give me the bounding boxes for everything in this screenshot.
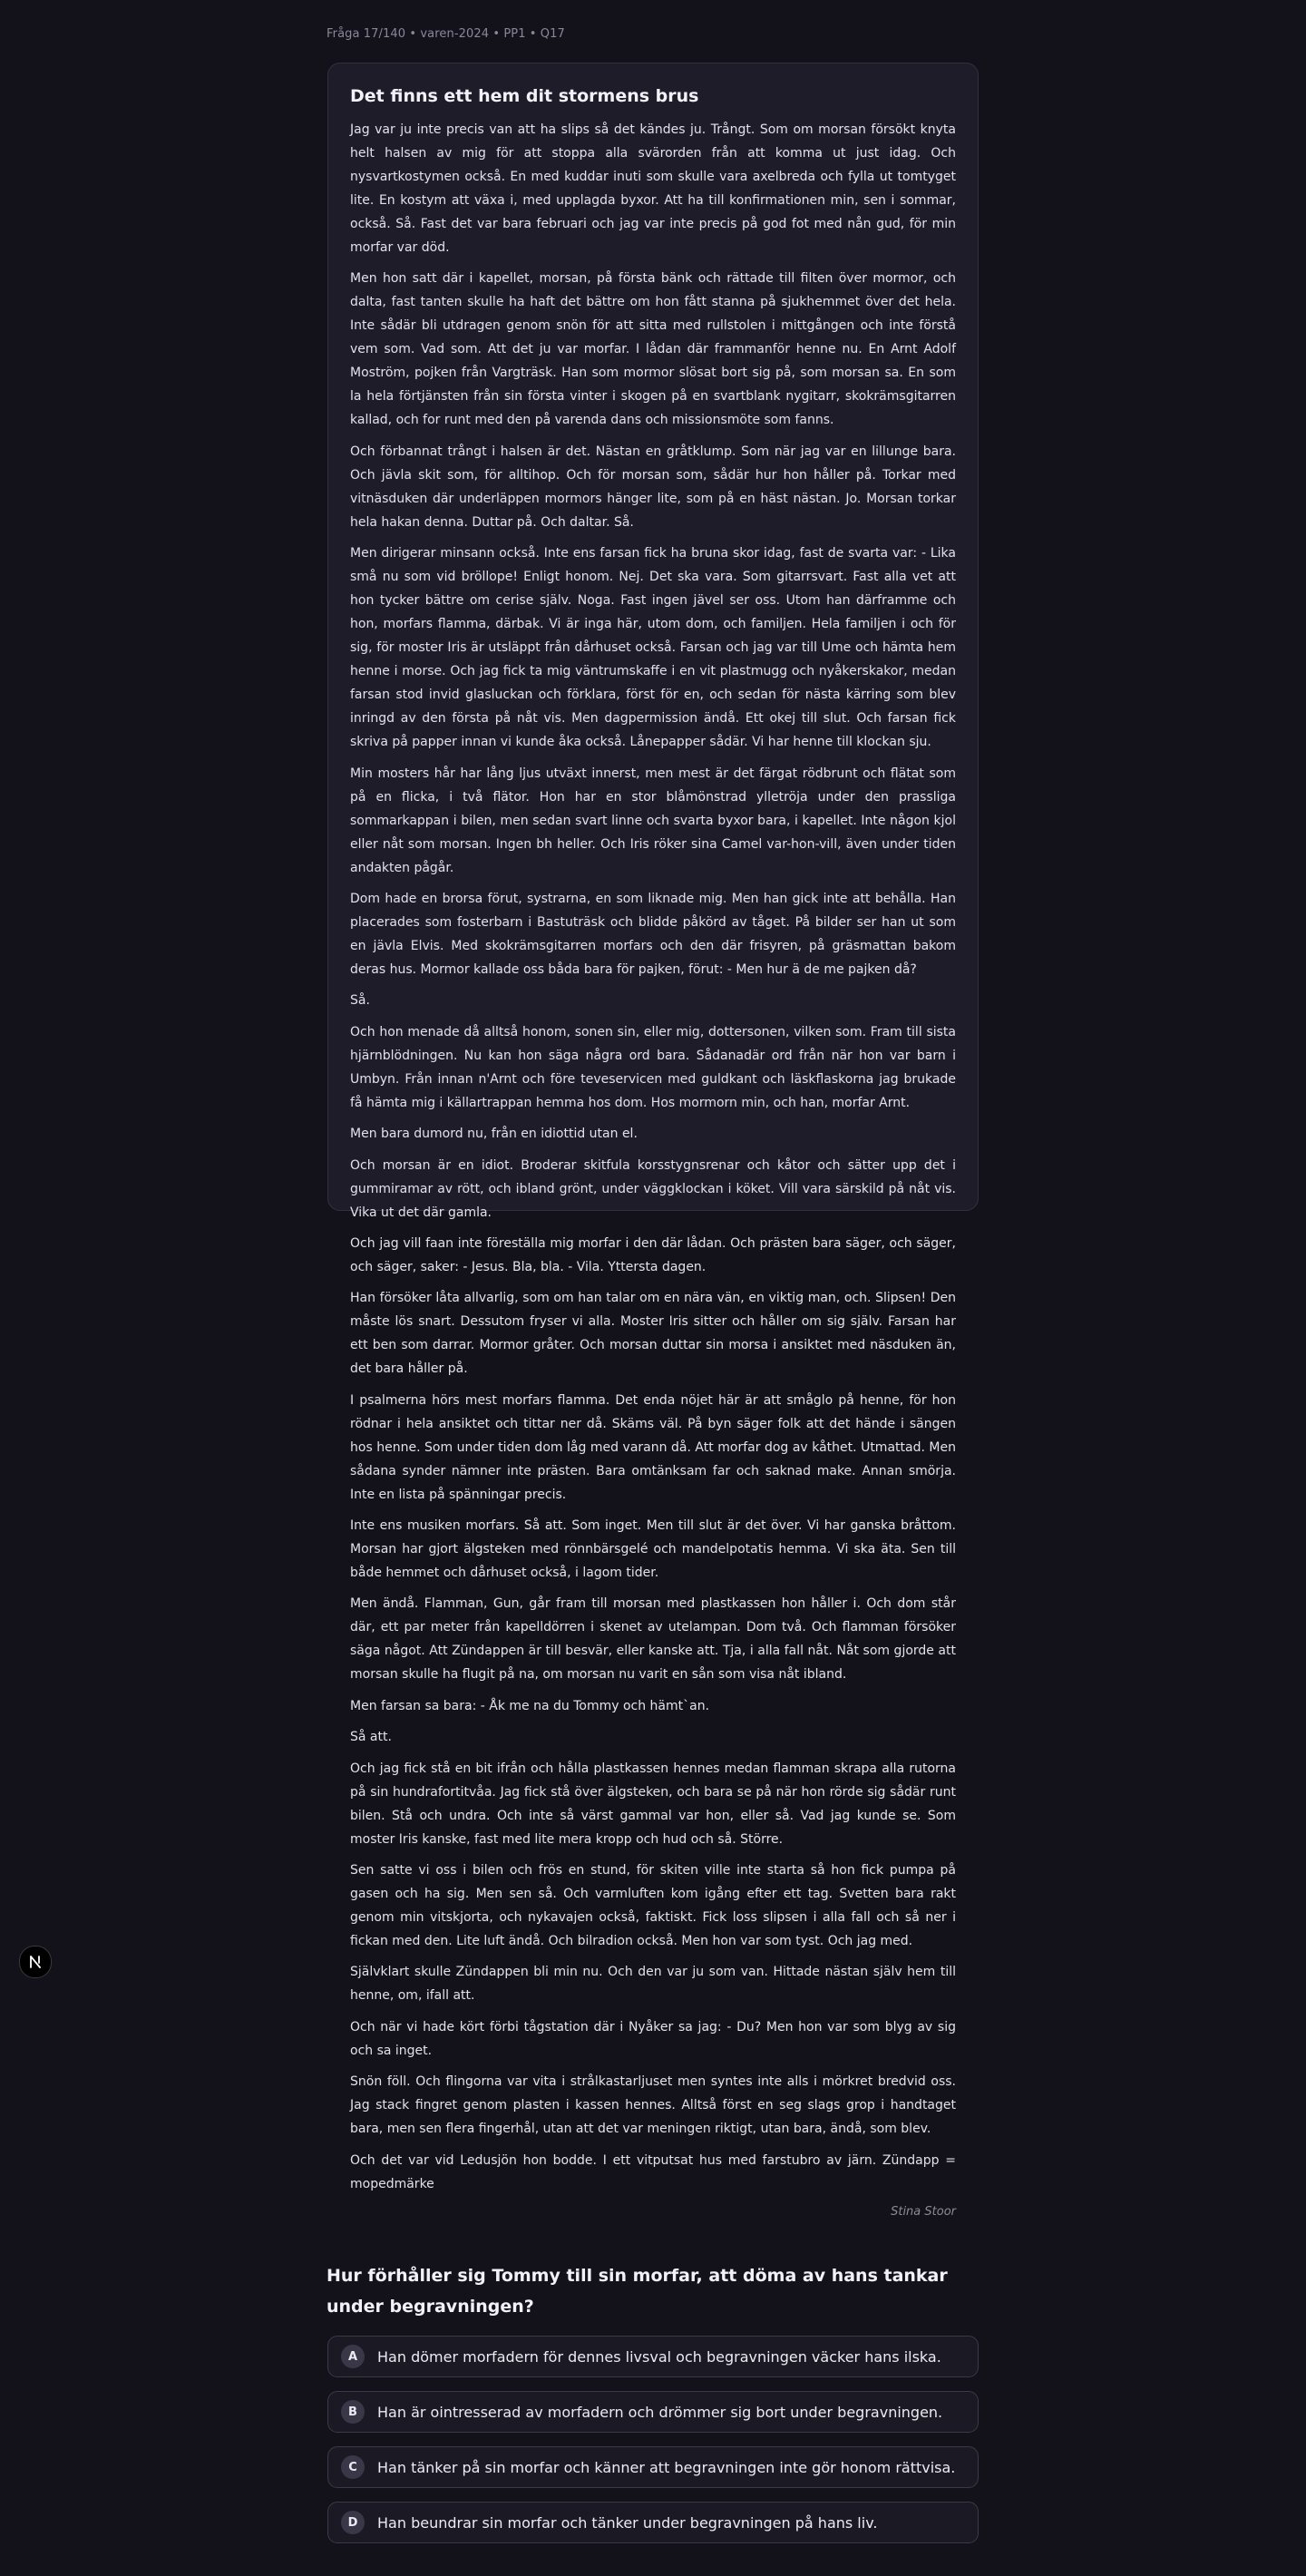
passage-title: Det finns ett hem dit stormens brus xyxy=(350,86,699,106)
passage-paragraph: Snön föll. Och flingorna var vita i strålkastarljuset men syntes inte alls i mörkret bredvid oss. Jag stack fingret genom plasten i kassen hennes. Alltså först en seg slags grop i handtaget bara, men sen flera fingerhål, utan att det var meningen riktigt, utan bara, ändå, som blev. xyxy=(350,2074,956,2137)
passage-paragraph: Och jag vill faan inte föreställa mig morfar i den där lådan. Och prästen bara säger, och säger, och säger, saker: - Jesus. Bla, bla. - Vila. Yttersta dagen. xyxy=(350,1235,956,1274)
answer-option-b[interactable] xyxy=(327,2391,979,2433)
passage-paragraph: Och förbannat trångt i halsen är det. Nästan en gråtklump. Som när jag var en lillunge bara. Och jävla skit som, för alltihop. Och för morsan som, sådär hur hon håller på. Torkar med vitnäsduken där underläppen mormors hänger lite, som på en häst nästan. Jo. Morsan torkar hela hakan denna. Duttar på. Och daltar. Så. xyxy=(350,444,956,530)
option-text: Han tänker på sin morfar och känner att begravningen inte gör honom rättvisa. xyxy=(377,2458,956,2476)
passage-paragraph: Men hon satt där i kapellet, morsan, på första bänk och rättade till filten över mormor, och dalta, fast tanten skulle ha haft det bättre om hon fått stanna på sjukhemmet över det hela. Inte sådär bli utdragen genom snön för att sitta med rullstolen i mittgången och inte förstå vem som. Vad som. Att det ju var morfar. I lådan där frammanför henne nu. En Arnt Adolf Moström, pojken från Vargträsk. Han som mormor slösat bort sig på, som morsan sa. En som la hela förtjänsten från sin första vinter i skogen på en svartblank nygitarr, skokrämsgitarren kallad, och for runt med den på varenda dans och missionsmöte som fanns. xyxy=(350,271,956,428)
passage-body xyxy=(350,118,956,2196)
passage-paragraph: Och det var vid Ledusjön hon bodde. I ett vitputsat hus med farstubro av järn. Zündapp = mopedmärke xyxy=(350,2152,956,2191)
answer-options xyxy=(327,2336,979,2557)
nextjs-logo-glyph xyxy=(26,1953,44,1971)
passage-paragraph: Jag var ju inte precis van att ha slips så det kändes ju. Trångt. Som om morsan försökt knyta helt halsen av mig för att stoppa alla svärorden från att komma ut just idag. Och nysvartkostymen också. En med kuddar inuti som skulle vara axelbreda och fylla ut tomtyget lite. En kostym att växa i, med upplagda byxor. Att ha till konfirmationen min, sen i sommar, också. Så. Fast det var bara februari och jag var inte precis på god fot med nån gud, för min morfar var död. xyxy=(350,122,956,255)
passage-paragraph: Sen satte vi oss i bilen och frös en stund, för skiten ville inte starta så hon fick pumpa på gasen och ha sig. Men sen så. Och varmluften kom igång efter ett tag. Svetten bara rakt genom min vitskjorta, och nykavajen också, faktiskt. Fick loss slipsen i alla fall och så ner i fickan med den. Lite luft ändå. Och bilradion också. Men hon var som tyst. Och jag med. xyxy=(350,1863,956,1949)
option-letter: B xyxy=(341,2400,365,2424)
passage-paragraph: Men farsan sa bara: - Åk me na du Tommy och hämt`an. xyxy=(350,1698,710,1713)
nextjs-logo-icon[interactable] xyxy=(19,1946,52,1978)
answer-option-d[interactable] xyxy=(327,2502,979,2543)
passage-paragraph: I psalmerna hörs mest morfars flamma. Det enda nöjet här är att småglo på henne, för hon rödnar i hela ansiktet och tittar ner då. Skäms väl. På byn säger folk att det hände i sängen hos henne. Som under tiden dom låg med varann då. Att morfar dog av kåthet. Utmattad. Men sådana synder nämner inte prästen. Bara omtänksam far och saknad make. Annan smörja. Inte en lista på spänningar precis. xyxy=(350,1392,956,1502)
breadcrumb: Fråga 17/140 • varen-2024 • PP1 • Q17 xyxy=(326,27,565,41)
passage-paragraph: Så att. xyxy=(350,1730,392,1745)
option-letter: D xyxy=(341,2511,365,2534)
option-text: Han beundrar sin morfar och tänker under begravningen på hans liv. xyxy=(377,2513,878,2532)
option-letter: C xyxy=(341,2455,365,2479)
passage-paragraph: Dom hade en brorsa förut, systrarna, en som liknade mig. Men han gick inte att behålla. Han placerades som fosterbarn i Bastuträsk och blidde påkörd av tåget. På bilder ser han ut som en jävla Elvis. Med skokrämsgitarren morfars och den där frisyren, på gräsmattan bakom deras hus. Mormor kallade oss båda bara för pajken, förut: - Men hur ä de me pajken då? xyxy=(350,891,956,977)
passage-paragraph: Och när vi hade kört förbi tågstation där i Nyåker sa jag: - Du? Men hon var som blyg av sig och sa inget. xyxy=(350,2019,956,2058)
question-text: Hur förhåller sig Tommy till sin morfar, att döma av hans tankar under begravningen? xyxy=(326,2266,948,2317)
passage-paragraph: Men bara dumord nu, från en idiottid utan el. xyxy=(350,1127,638,1142)
answer-option-a[interactable] xyxy=(327,2336,979,2377)
passage-paragraph: Men ändå. Flamman, Gun, går fram till morsan med plastkassen hon håller i. Och dom står där, ett par meter från kapelldörren i skenet av utelampan. Dom två. Och flamman försöker säga något. Att Zündappen är till besvär, eller kanske att. Tja, i alla fall nåt. Nåt som gjorde att morsan skulle ha flugit på na, om morsan nu varit en sån som visa nåt ibland. xyxy=(350,1596,956,1683)
passage-paragraph: Och morsan är en idiot. Broderar skitfula korsstygnsrenar och kåtor och sätter upp det i gummiramar av rött, och ibland grönt, under väggklockan i köket. Vill vara särskild på nåt vis. Vika ut det där gamla. xyxy=(350,1157,956,1220)
answer-option-c[interactable] xyxy=(327,2446,979,2488)
passage-paragraph: Men dirigerar minsann också. Inte ens farsan fick ha bruna skor idag, fast de svarta var: - Lika små nu som vid bröllope! Enligt honom. Nej. Det ska vara. Som gitarrsvart. Fast alla vet att hon tycker bättre om cerise själv. Noga. Fast ingen jävel ser oss. Utom han därframme och hon, morfars flamma, därbak. Vi är inga här, utom dom, och familjen. Hela familjen i och för sig, för moster Iris är utsläppt från dårhuset också. Farsan och jag var till Ume och hämta hem henne i morse. Och jag fick ta mig väntrumskaffe i en vit plastmugg och nyåkerskakor, medan farsan stod invid glasluckan och förklara, först för en, och sedan för nästa kärring som blev inringd av den första på nåt vis. Men dagpermission ändå. Ett okej till slut. Och farsan fick skriva på papper innan vi kunde åka också. Lånepapper sådär. Vi har henne till klockan sju. xyxy=(350,546,956,750)
option-text: Han dömer morfadern för dennes livsval och begravningen väcker hans ilska. xyxy=(377,2347,941,2366)
passage-author: Stina Stoor xyxy=(891,2204,956,2219)
passage-paragraph: Så. xyxy=(350,993,370,1009)
option-text: Han är ointresserad av morfadern och drömmer sig bort under begravningen. xyxy=(377,2403,943,2421)
passage-paragraph: Och jag fick stå en bit ifrån och hålla plastkassen hennes medan flamman skrapa alla rutorna på sin hundrafortitvåa. Jag fick stå över älgsteken, och bara se på när hon rörde sig sådär runt bilen. Stå och undra. Och inte så värst gammal var hon, eller så. Vad jag kunde se. Som moster Iris kanske, fast med lite mera kropp och hud och så. Större. xyxy=(350,1761,956,1847)
passage-paragraph: Inte ens musiken morfars. Så att. Som inget. Men till slut är det över. Vi har ganska bråttom. Morsan har gjort älgsteken med rönnbärsgelé och mandelpotatis hemma. Vi ska äta. Sen till både hemmet och dårhuset också, i lagom tider. xyxy=(350,1518,956,1581)
passage-paragraph: Självklart skulle Zündappen bli min nu. Och den var ju som van. Hittade nästan själv hem till henne, om, ifall att. xyxy=(350,1965,956,2004)
passage-paragraph: Min mosters hår har lång ljus utväxt innerst, men mest är det färgat rödbrunt och flätat som på en flicka, i två flätor. Hon har en stor blåmönstrad ylletröja under den prassliga sommarkappan i bilen, men sedan svart linne och svarta byxor bara, i kapellet. Inte någon kjol eller nåt som morsan. Ingen bh heller. Och Iris röker sina Camel var-hon-vill, även under tiden andakten pågår. xyxy=(350,766,956,875)
passage-card xyxy=(327,63,979,2219)
passage-paragraph: Och hon menade då alltså honom, sonen sin, eller mig, dottersonen, vilken som. Fram till sista hjärnblödningen. Nu kan hon säga några ord bara. Sådanadär ord från när hon var barn i Umbyn. Från innan n'Arnt och före teveservicen med guldkant och läskflaskorna jag brukade få hämta mig i källartrappan hemma hos dom. Hos mormorn min, och han, morfar Arnt. xyxy=(350,1024,956,1110)
passage-paragraph: Han försöker låta allvarlig, som om han talar om en nära vän, en viktig man, och. Slipsen! Den måste lös snart. Dessutom fryser vi alla. Moster Iris sitter och håller om sig själv. Farsan har ett ben som darrar. Mormor gråter. Och morsan duttar sin morsa i ansiktet med näsduken än, det bara håller på. xyxy=(350,1291,956,1377)
option-letter: A xyxy=(341,2345,365,2368)
